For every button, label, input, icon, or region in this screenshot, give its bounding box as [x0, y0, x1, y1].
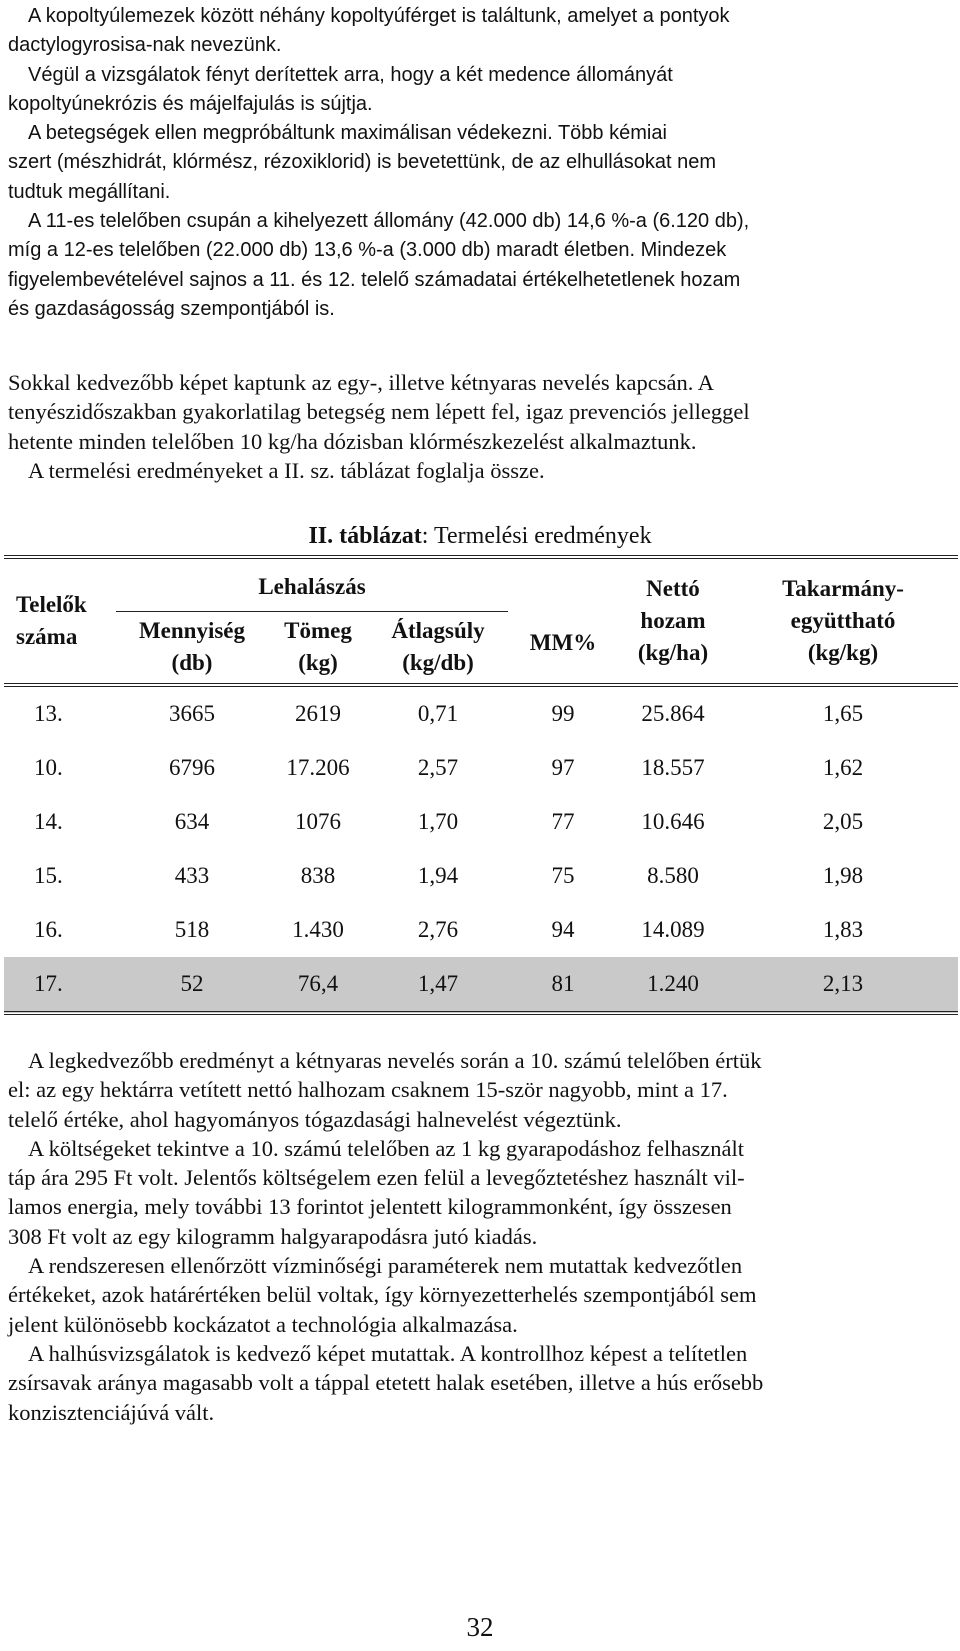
cell-takarmany: 2,05 [822, 809, 864, 834]
text-line: A betegségek ellen megpróbáltunk maximálisan védekezni. Több kémiai [28, 122, 667, 145]
table-caption [0, 523, 960, 550]
text-line: jelent különösebb kockázatot a technológia alkalmazása. [8, 1311, 518, 1337]
cell-tomeg: 838 [300, 863, 336, 888]
cell-takarmany: 1,83 [822, 917, 864, 942]
cell-atlagsuly: 1,94 [417, 863, 459, 888]
cell-telelo: 17. [4, 957, 116, 1013]
cell-telelo: 16. [34, 917, 63, 942]
cell-takarmany: 1,65 [822, 701, 864, 726]
cell-netto: 8.580 [647, 863, 699, 888]
cell-mm: 97 [551, 755, 575, 780]
bottom-text-block [8, 1046, 958, 1427]
cell-tomeg: 1.430 [292, 917, 344, 942]
table-row [4, 849, 958, 903]
table-row [4, 795, 958, 849]
header-mm: MM% [508, 557, 618, 685]
cell-netto: 10.646 [641, 809, 705, 834]
cell-mennyiseg: 433 [174, 863, 210, 888]
cell-atlagsuly: 0,71 [417, 701, 459, 726]
cell-tomeg: 17.206 [286, 755, 350, 780]
text-line: A termelési eredményeket a II. sz. táblázat foglalja össze. [28, 457, 545, 483]
page-number: 32 [466, 1612, 494, 1642]
text-line: szert (mészhidrát, klórmész, rézoxiklorid) is bevetettünk, de az elhullásokat nem [8, 151, 717, 174]
text-line: el: az egy hektárra vetített nettó halhozam csaknem 15-ször nagyobb, mint a 17. [8, 1077, 728, 1103]
text-line: konzisztenciájúvá vált. [8, 1399, 215, 1425]
cell-mennyiseg: 6796 [169, 755, 215, 780]
cell-telelo: 14. [34, 809, 63, 834]
text-line: telelő értéke, ahol hagyományos tógazdasági halnevelést végeztünk. [8, 1106, 622, 1132]
header-takarmany: Takarmány- együttható (kg/kg) [728, 557, 958, 685]
text-line: A költségeket tekintve a 10. számú telelőben az 1 kg gyarapodáshoz felhasznált [28, 1135, 745, 1161]
header-atlagsuly: Átlagsúly (kg/db) [368, 611, 508, 685]
text-line: zsírsavak aránya magasabb volt a táppal etetett halak esetében, illetve a hús erősebb [8, 1370, 764, 1396]
cell-telelo: 13. [34, 701, 63, 726]
text-line: táp ára 295 Ft volt. Jelentős költségelem ezen felül a levegőztetéshez használt vil- [8, 1165, 745, 1191]
text-line: A kopoltyúlemezek között néhány kopoltyúférget is találtunk, amelyet a pontyok [28, 5, 730, 27]
cell-takarmany: 1,62 [822, 755, 864, 780]
cell-netto: 18.557 [641, 755, 705, 780]
header-netto-hozam: Nettó hozam (kg/ha) [618, 557, 728, 685]
header-telelok: Telelők száma [4, 557, 116, 685]
text-line: tenyészidőszakban gyakorlatilag betegség nem lépett fel, igaz prevenciós jelleggel [8, 399, 750, 425]
production-results-table [4, 555, 958, 1015]
text-line: Sokkal kedvezőbb képet kaptunk az egy-, illetve kétnyaras nevelés kapcsán. A [8, 370, 715, 395]
text-line: A rendszeresen ellenőrzött vízminőségi paraméterek nem mutattak kedvezőtlen [28, 1253, 743, 1279]
cell-telelo: 15. [34, 863, 63, 888]
table-row [4, 741, 958, 795]
text-line: míg a 12-es telelőben (22.000 db) 13,6 %-a (3.000 db) maradt életben. Mindezek [8, 239, 727, 262]
header-mennyiseg: Mennyiség (db) [116, 611, 268, 685]
text-line: figyelembevételével sajnos a 11. és 12. telelő számadatai értékelhetetlenek hozam [8, 268, 741, 291]
text-line: 308 Ft volt az egy kilogramm halgyarapodásra jutó kiadás. [8, 1223, 538, 1249]
middle-text-block [8, 368, 958, 485]
cell-netto: 25.864 [641, 701, 705, 726]
header-tomeg: Tömeg (kg) [268, 611, 368, 685]
cell-takarmany: 2,13 [728, 957, 958, 1013]
cell-tomeg: 1076 [295, 809, 341, 834]
text-line: dactylogyrosisa-nak nevezünk. [8, 34, 282, 57]
cell-atlagsuly: 1,47 [368, 957, 508, 1013]
cell-mennyiseg: 518 [174, 917, 210, 942]
cell-atlagsuly: 2,57 [417, 755, 459, 780]
cell-atlagsuly: 1,70 [417, 809, 459, 834]
cell-tomeg: 2619 [295, 701, 341, 726]
cell-atlagsuly: 2,76 [417, 917, 459, 942]
text-line: A legkedvezőbb eredményt a kétnyaras nevelés során a 10. számú telelőben értük [28, 1048, 762, 1073]
text-line: értékeket, azok határértéken belül voltak, így környezetterhelés szempontjából sem [8, 1282, 757, 1308]
table-row [4, 903, 958, 957]
text-line: A 11-es telelőben csupán a kihelyezett állomány (42.000 db) 14,6 %-a (6.120 db), [28, 210, 750, 233]
text-line: A halhúsvizsgálatok is kedvező képet mutattak. A kontrollhoz képest a telítetlen [28, 1340, 748, 1366]
text-line: hetente minden telelőben 10 kg/ha dózisban klórmészkezelést alkalmaztunk. [8, 428, 697, 454]
cell-netto: 14.089 [641, 917, 705, 942]
cell-mennyiseg: 634 [174, 809, 210, 834]
table-row [4, 685, 958, 741]
text-line: és gazdaságosság szempontjából is. [8, 297, 335, 320]
top-text-block [8, 2, 958, 324]
cell-mm: 75 [551, 863, 575, 888]
table-caption-title: : Termelési eredmények [421, 523, 652, 549]
cell-mennyiseg: 52 [116, 957, 268, 1013]
header-lehalaszas: Lehalászás [116, 557, 508, 611]
cell-mennyiseg: 3665 [169, 701, 215, 726]
cell-takarmany: 1,98 [822, 863, 864, 888]
cell-mm: 99 [551, 701, 575, 726]
text-line: kopoltyúnekrózis és májelfajulás is sújtja. [8, 92, 373, 115]
cell-mm: 77 [551, 809, 575, 834]
table-row-highlighted [4, 957, 958, 1013]
table-caption-label: II. táblázat [308, 523, 422, 549]
text-line: Végül a vizsgálatok fényt derítettek arra, hogy a két medence állományát [28, 63, 673, 86]
text-line: tudtuk megállítani. [8, 180, 171, 203]
cell-telelo: 10. [34, 755, 63, 780]
text-line: lamos energia, mely további 13 forintot jelentett kilogrammonként, így összesen [8, 1194, 732, 1220]
cell-tomeg: 76,4 [268, 957, 368, 1013]
cell-netto: 1.240 [618, 957, 728, 1013]
cell-mm: 94 [551, 917, 575, 942]
cell-mm: 81 [508, 957, 618, 1013]
